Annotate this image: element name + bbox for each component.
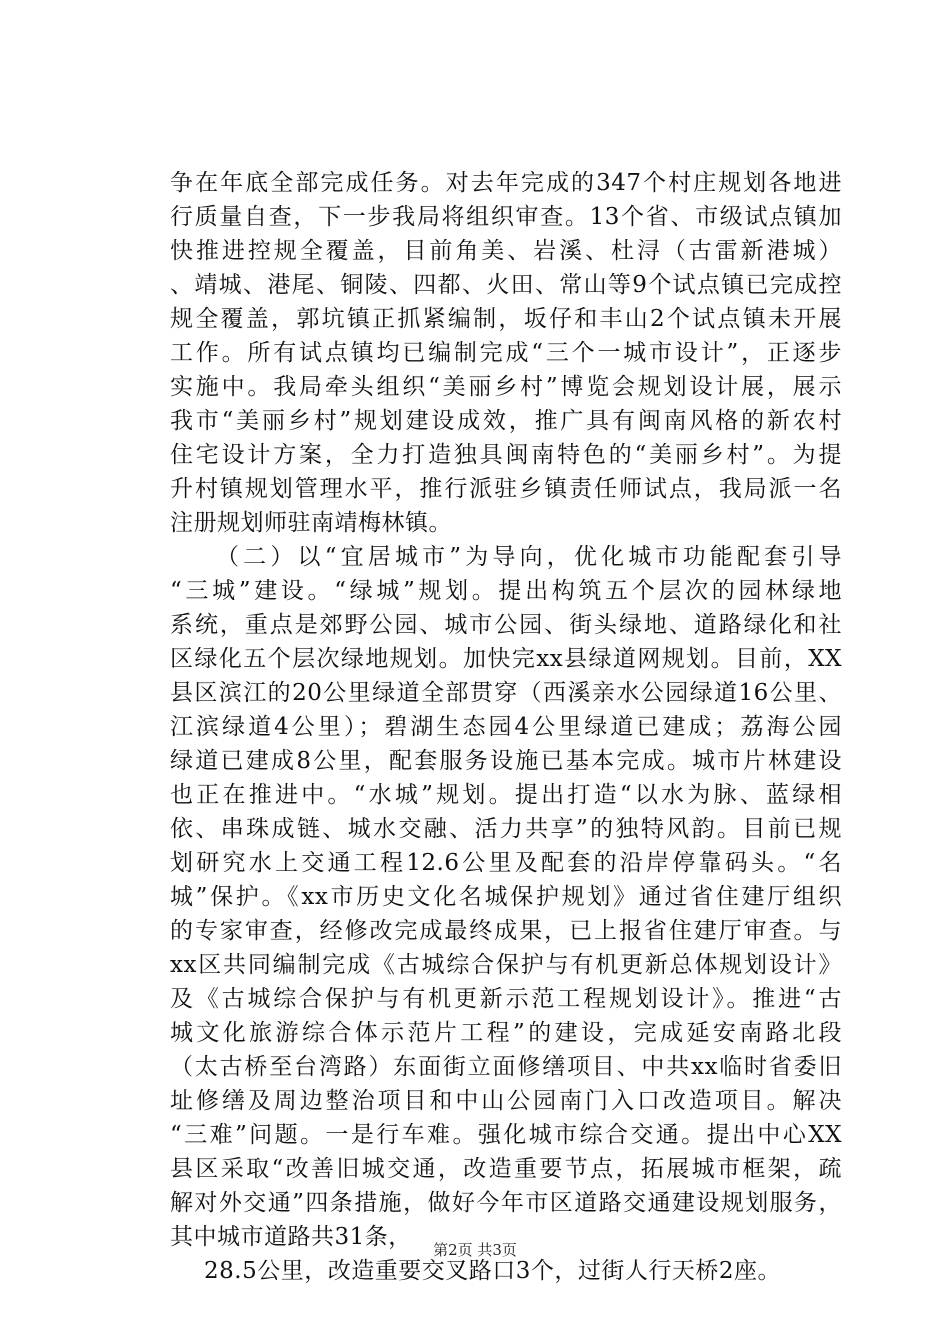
text-line: 我市“美丽乡村”规划建设成效，推广具有闽南风格的新农村 bbox=[170, 408, 842, 434]
text-line: 的专家审查，经修改完成最终成果，已上报省住建厅审查。与 bbox=[170, 918, 842, 944]
text-line: 区绿化五个层次绿地规划。加快完xx县绿道网规划。目前，XX bbox=[170, 646, 842, 672]
text-line: 、靖城、港尾、铜陵、四都、火田、常山等9个试点镇已完成控 bbox=[170, 272, 842, 298]
text-line: xx区共同编制完成《古城综合保护与有机更新总体规划设计》 bbox=[170, 952, 842, 978]
text-line: 城文化旅游综合体示范片工程”的建设，完成延安南路北段 bbox=[170, 1020, 842, 1046]
text-line: 划研究水上交通工程12.6公里及配套的沿岸停靠码头。“名 bbox=[170, 850, 842, 876]
text-line: 依、串珠成链、城水交融、活力共享”的独特风韵。目前已规 bbox=[170, 816, 842, 842]
text-line: 系统，重点是郊野公园、城市公园、街头绿地、道路绿化和社 bbox=[170, 612, 842, 638]
text-line: 解对外交通”四条措施，做好今年市区道路交通建设规划服务， bbox=[170, 1190, 842, 1216]
text-line: 实施中。我局牵头组织“美丽乡村”博览会规划设计展，展示 bbox=[170, 374, 842, 400]
document-body bbox=[170, 166, 842, 1288]
text-line: “三难”问题。一是行车难。强化城市综合交通。提出中心XX bbox=[170, 1122, 842, 1148]
text-line: 住宅设计方案，全力打造独具闽南特色的“美丽乡村”。为提 bbox=[170, 442, 842, 468]
text-line: 城”保护。《xx市历史文化名城保护规划》通过省住建厅组织 bbox=[170, 884, 842, 910]
text-line: 绿道已建成8公里，配套服务设施已基本完成。城市片林建设 bbox=[170, 748, 842, 774]
text-line: 争在年底全部完成任务。对去年完成的347个村庄规划各地进 bbox=[170, 170, 842, 196]
text-line: 县区采取“改善旧城交通，改造重要节点，拓展城市框架，疏 bbox=[170, 1156, 842, 1182]
text-line: 行质量自查，下一步我局将组织审查。13个省、市级试点镇加 bbox=[170, 204, 842, 230]
text-line: 也正在推进中。“水城”规划。提出打造“以水为脉、蓝绿相 bbox=[170, 782, 842, 808]
text-line: 江滨绿道4公里）；碧湖生态园4公里绿道已建成；荔海公园 bbox=[170, 714, 842, 740]
text-line: 县区滨江的20公里绿道全部贯穿（西溪亲水公园绿道16公里、 bbox=[170, 680, 842, 706]
paragraph-start-line: （二）以“宜居城市”为导向，优化城市功能配套引导 bbox=[216, 544, 842, 570]
text-line: 及《古城综合保护与有机更新示范工程规划设计》。推进“古 bbox=[170, 986, 842, 1012]
text-line: 注册规划师驻南靖梅林镇。 bbox=[170, 510, 452, 536]
text-line: 址修缮及周边整治项目和中山公园南门入口改造项目。解决 bbox=[170, 1088, 842, 1114]
text-line: “三城”建设。“绿城”规划。提出构筑五个层次的园林绿地 bbox=[170, 578, 842, 604]
text-line: 快推进控规全覆盖，目前角美、岩溪、杜浔（古雷新港城） bbox=[170, 238, 842, 264]
text-line: （太古桥至台湾路）东面街立面修缮项目、中共xx临时省委旧 bbox=[170, 1054, 842, 1080]
text-line: 工作。所有试点镇均已编制完成“三个一城市设计”，正逐步 bbox=[170, 340, 842, 366]
text-line: 其中城市道路共31条， bbox=[170, 1224, 412, 1250]
text-line: 升村镇规划管理水平，推行派驻乡镇责任师试点，我局派一名 bbox=[170, 476, 842, 502]
page-number-footer: 第2页 共3页 bbox=[433, 1241, 517, 1259]
paragraph-start-line: 28.5公里，改造重要交叉路口3个，过街人行天桥2座。 bbox=[204, 1258, 781, 1284]
text-line: 规全覆盖，郭坑镇正抓紧编制，坂仔和丰山2个试点镇未开展 bbox=[170, 306, 842, 332]
